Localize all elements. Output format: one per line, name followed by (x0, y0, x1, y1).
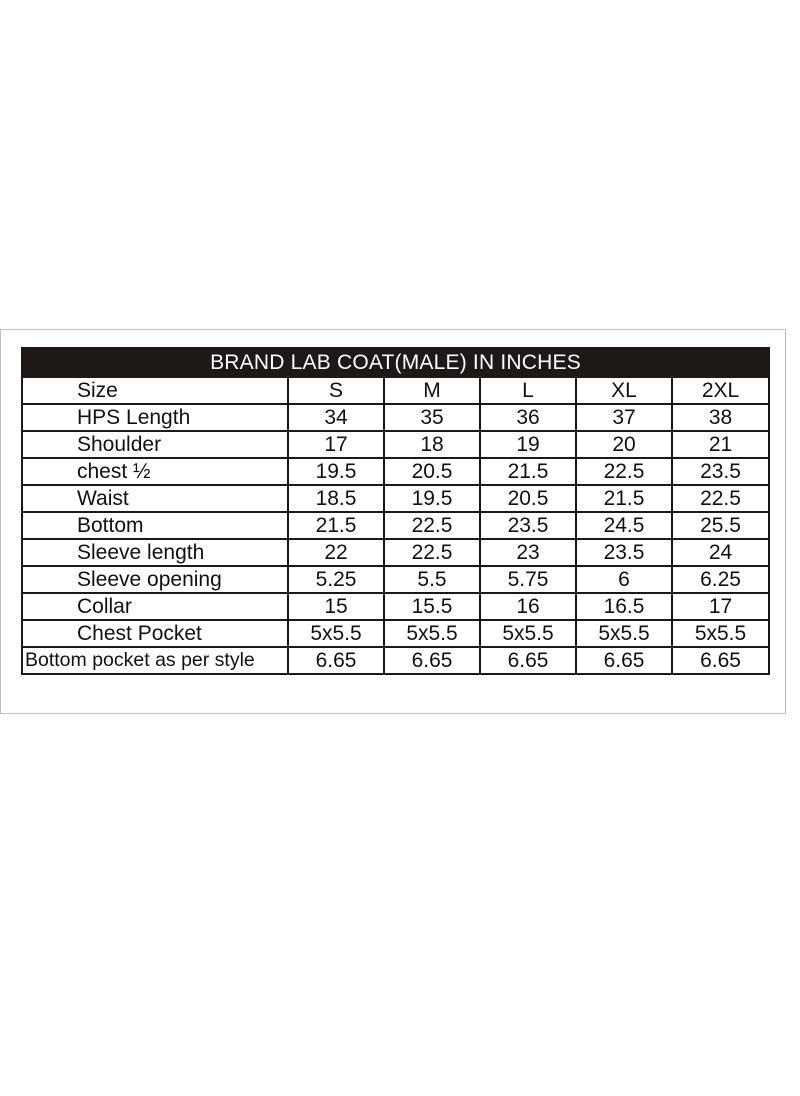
table-cell: 16.5 (576, 593, 672, 620)
size-chart-card (0, 329, 786, 714)
table-cell: 6.65 (672, 647, 769, 674)
table-cell: 15.5 (384, 593, 480, 620)
table-cell: 19.5 (288, 458, 384, 485)
table-cell: 5x5.5 (480, 620, 576, 647)
size-header-2xl: 2XL (672, 377, 769, 404)
table-row (22, 566, 769, 593)
row-label: Bottom pocket as per style (22, 647, 288, 674)
row-label: Bottom (22, 512, 288, 539)
table-cell: 21.5 (480, 458, 576, 485)
table-cell: 20 (576, 431, 672, 458)
row-label: Shoulder (22, 431, 288, 458)
table-row (22, 620, 769, 647)
table-cell: 22.5 (384, 539, 480, 566)
table-cell: 36 (480, 404, 576, 431)
table-cell: 21 (672, 431, 769, 458)
table-cell: 24 (672, 539, 769, 566)
row-label: Sleeve length (22, 539, 288, 566)
size-header-xl: XL (576, 377, 672, 404)
table-cell: 23.5 (576, 539, 672, 566)
table-row (22, 458, 769, 485)
size-header-label: Size (22, 377, 288, 404)
table-row (22, 647, 769, 674)
table-cell: 19 (480, 431, 576, 458)
table-cell: 24.5 (576, 512, 672, 539)
table-cell: 22.5 (384, 512, 480, 539)
table-cell: 17 (288, 431, 384, 458)
table-row (22, 539, 769, 566)
table-cell: 23.5 (672, 458, 769, 485)
table-title: BRAND LAB COAT(MALE) IN INCHES (22, 348, 769, 377)
size-header-s: S (288, 377, 384, 404)
table-cell: 25.5 (672, 512, 769, 539)
size-header-l: L (480, 377, 576, 404)
row-label: Collar (22, 593, 288, 620)
table-cell: 6.65 (480, 647, 576, 674)
table-cell: 6.65 (384, 647, 480, 674)
table-cell: 38 (672, 404, 769, 431)
table-cell: 6.65 (288, 647, 384, 674)
table-cell: 6 (576, 566, 672, 593)
table-cell: 34 (288, 404, 384, 431)
table-cell: 23 (480, 539, 576, 566)
row-label: HPS Length (22, 404, 288, 431)
table-row (22, 485, 769, 512)
table-cell: 6.65 (576, 647, 672, 674)
row-label: Waist (22, 485, 288, 512)
table-cell: 20.5 (480, 485, 576, 512)
table-cell: 18.5 (288, 485, 384, 512)
table-cell: 5.75 (480, 566, 576, 593)
row-label: chest ½ (22, 458, 288, 485)
table-row (22, 593, 769, 620)
table-cell: 5x5.5 (672, 620, 769, 647)
table-cell: 22.5 (576, 458, 672, 485)
table-cell: 22 (288, 539, 384, 566)
table-cell: 15 (288, 593, 384, 620)
title-row (22, 348, 769, 377)
table-cell: 20.5 (384, 458, 480, 485)
table-row (22, 512, 769, 539)
table-cell: 5x5.5 (288, 620, 384, 647)
table-cell: 5x5.5 (384, 620, 480, 647)
table-row (22, 404, 769, 431)
row-label: Chest Pocket (22, 620, 288, 647)
table-cell: 23.5 (480, 512, 576, 539)
table-cell: 35 (384, 404, 480, 431)
table-cell: 5.25 (288, 566, 384, 593)
size-header-row (22, 377, 769, 404)
table-cell: 6.25 (672, 566, 769, 593)
table-cell: 21.5 (288, 512, 384, 539)
table-cell: 22.5 (672, 485, 769, 512)
size-header-m: M (384, 377, 480, 404)
table-cell: 16 (480, 593, 576, 620)
table-cell: 19.5 (384, 485, 480, 512)
table-cell: 18 (384, 431, 480, 458)
size-chart-table (21, 347, 770, 675)
row-label: Sleeve opening (22, 566, 288, 593)
table-cell: 17 (672, 593, 769, 620)
table-cell: 5.5 (384, 566, 480, 593)
table-cell: 21.5 (576, 485, 672, 512)
table-row (22, 431, 769, 458)
table-cell: 5x5.5 (576, 620, 672, 647)
table-cell: 37 (576, 404, 672, 431)
